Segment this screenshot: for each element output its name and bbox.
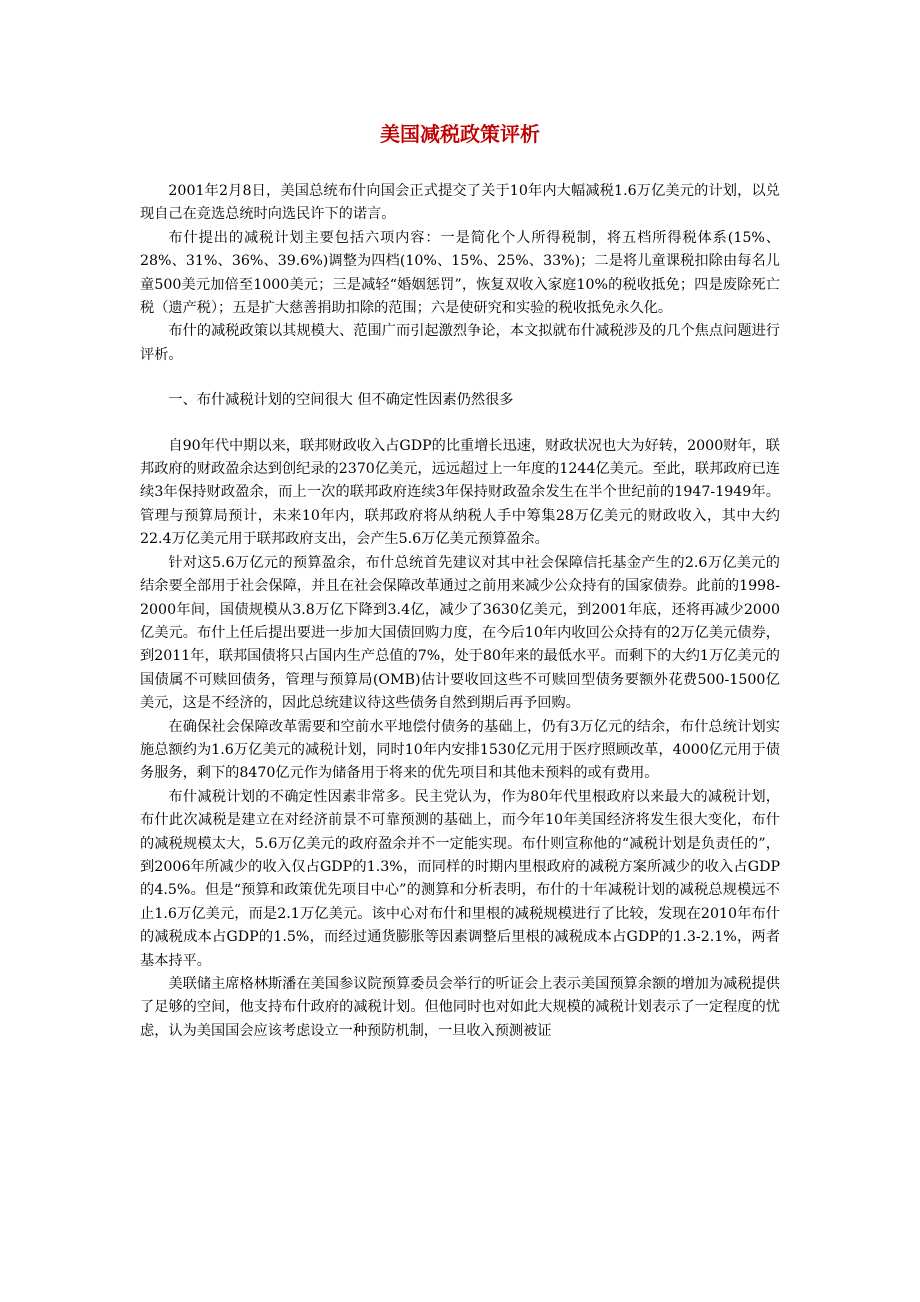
document-title: 美国减税政策评析 — [380, 122, 540, 146]
section-1-paragraph-1: 自90年代中期以来，联邦财政收入占GDP的比重增长迅速，财政状况也大为好转，2000财年，联邦政府的财政盈余达到创纪录的2370亿美元，远远超过上一年度的1244亿美元。至此，联邦政府已连续3年保持财政盈余，而上一次的联邦政府连续3年保持财政盈余发生在半个世纪前的1947-1949年。管理与预算局预计，未来10年内，联邦政府将从纳税人手中筹集28万亿美元的财政收入，其中大约22.4万亿美元用于联邦政府支出，会产生5.6万亿美元预算盈余。 — [140, 437, 780, 548]
section-1-paragraph-2: 针对这5.6万亿元的预算盈余，布什总统首先建议对其中社会保障信托基金产生的2.6万亿美元的结余要全部用于社会保障，并且在社会保障改革通过之前用来减少公众持有的国家债券。此前的1998-2000年间，国债规模从3.8万亿下降到3.4亿，减少了3630亿美元，到2001年底，还将再减少2000亿美元。布什上任后提出要进一步加大国债回购力度，在今后10年内收回公众持有的2万亿美元债券，到2011年，联邦国债将只占国内生产总值的7%，处于80年来的最低水平。而剩下的大约1万亿美元的国债属不可赎回债务，管理与预算局(OMB)估计要收回这些不可赎回型债务要额外花费500-1500亿美元，这是不经济的，因此总统建议待这些债务自然到期后再予回购。 — [140, 554, 780, 712]
document-page — [140, 118, 780, 1043]
intro-paragraph-3: 布什的减税政策以其规模大、范围广而引起激烈争论，本文拟就布什减税涉及的几个焦点问题进行评析。 — [140, 323, 780, 363]
intro-paragraph-1: 2001年2月8日，美国总统布什向国会正式提交了关于10年内大幅减税1.6万亿美元的计划，以兑现自己在竞选总统时向选民许下的诺言。 — [140, 183, 780, 223]
section-1-paragraph-5: 美联储主席格林斯潘在美国参议院预算委员会举行的听证会上表示美国预算余额的增加为减税提供了足够的空间，他支持布什政府的减税计划。但他同时也对如此大规模的减税计划表示了一定程度的忧虑，认为美国国会应该考虑设立一种预防机制，一旦收入预测被证 — [140, 976, 780, 1039]
section-1-paragraph-4: 布什减税计划的不确定性因素非常多。民主党认为，作为80年代里根政府以来最大的减税计划，布什此次减税是建立在对经济前景不可靠预测的基础上，而今年10年美国经济将发生很大变化，布什的减税规模太大，5.6万亿美元的政府盈余并不一定能实现。布什则宣称他的“减税计划是负责任的”，到2006年所减少的收入仅占GDP的1.3%，而同样的时期内里根政府的减税方案所减少的收入占GDP的4.5%。但是“预算和政策优先项目中心”的测算和分析表明，布什的十年减税计划的减税总规模远不止1.6万亿美元，而是2.1万亿美元。该中心对布什和里根的减税规模进行了比较，发现在2010年布什的减税成本占GDP的1.5%，而经过通货膨胀等因素调整后里根的减税成本占GDP的1.3-2.1%，两者基本持平。 — [140, 788, 780, 969]
section-1-paragraph-3: 在确保社会保障改革需要和空前水平地偿付债务的基础上，仍有3万亿元的结余，布什总统计划实施总额约为1.6万亿美元的减税计划，同时10年内安排1530亿元用于医疗照顾改革，4000亿元用于债务服务，剩下的8470亿元作为储备用于将来的优先项目和其他未预料的或有费用。 — [140, 718, 780, 782]
section-1-heading: 一、布什减税计划的空间很大 但不确定性因素仍然很多 — [168, 392, 514, 409]
intro-paragraph-2: 布什提出的减税计划主要包括六项内容：一是简化个人所得税制，将五档所得税体系(15%、28%、31%、36%、39.6%)调整为四档(10%、15%、25%、33%)；二是将儿童课税扣除由每名儿童500美元加倍至1000美元；三是减轻“婚姻惩罚”，恢复双收入家庭10%的税收抵免；四是废除死亡税（遗产税）；五是扩大慈善捐助扣除的范围；六是使研究和实验的税收抵免永久化。 — [140, 229, 780, 317]
